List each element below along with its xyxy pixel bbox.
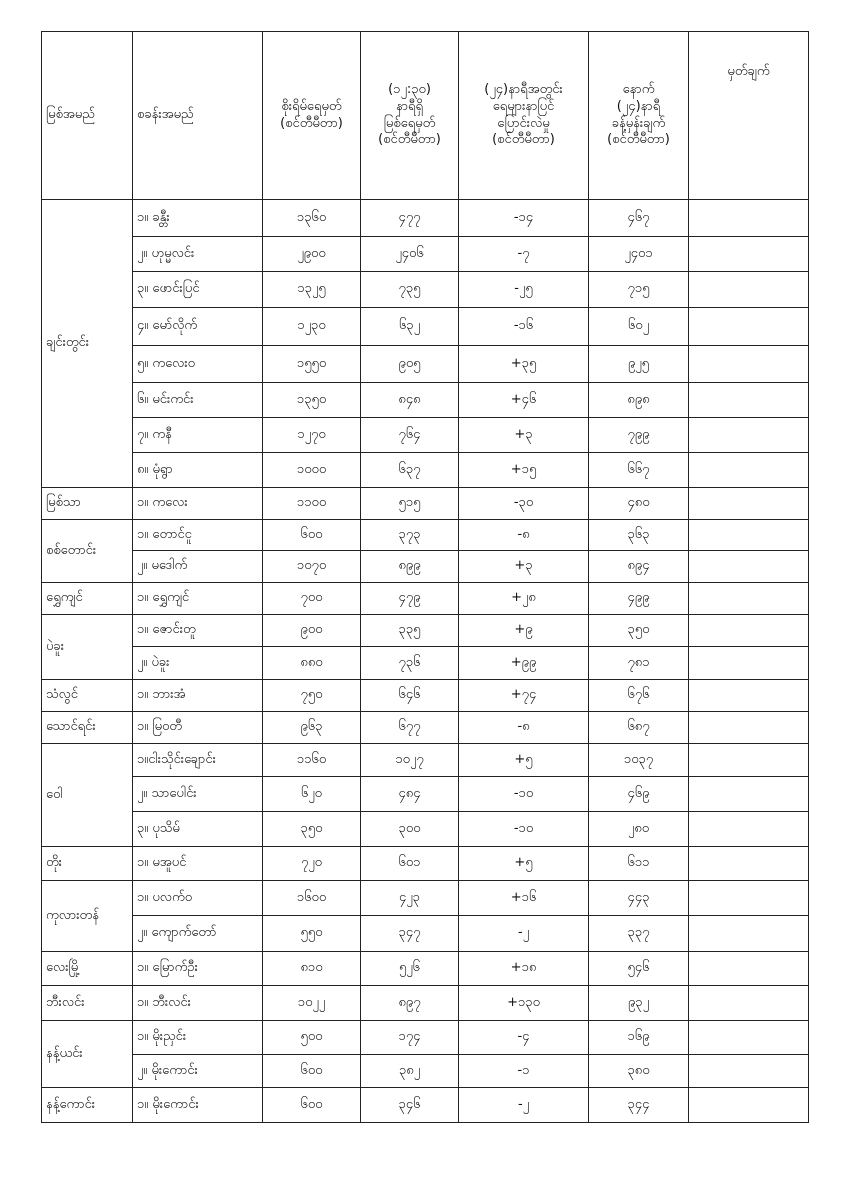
remark-cell [689,346,809,383]
level-change-cell: +၅ [459,847,589,881]
level-change-cell: -၈ [459,520,589,551]
remark-cell [689,583,809,615]
danger-level-cell: ၁၂၇၀ [263,418,361,453]
danger-level-cell: ၃၅၀ [263,812,361,847]
table-body [42,200,809,1123]
station-name-cell: ၃။ ဖောင်းပြင် [133,272,263,308]
header-remark: မှတ်ချက် [689,32,809,200]
header-river-name: မြစ်အမည် [42,32,133,200]
forecast-cell: ၂၄၀၁ [589,237,689,272]
current-level-cell: ၈၉၇ [361,986,459,1021]
remark-cell [689,200,809,237]
level-change-cell: +၁၅ [459,453,589,488]
level-change-cell: +၃ [459,418,589,453]
table-row [42,1055,809,1088]
remark-cell [689,453,809,488]
danger-level-cell: ၁၆၀၀ [263,881,361,916]
danger-level-cell: ၁၀၇၀ [263,551,361,583]
remark-cell [689,308,809,346]
level-change-cell: +၁၈ [459,952,589,986]
remark-cell [689,847,809,881]
station-name-cell: ၆။ မင်းကင်း [133,383,263,418]
current-level-cell: ၇၆၄ [361,418,459,453]
river-name-cell: တိုး [42,847,133,881]
remark-cell [689,777,809,812]
table-row [42,453,809,488]
danger-level-cell: ၁၂၃၀ [263,308,361,346]
river-name-cell: စစ်တောင်း [42,520,133,583]
danger-level-cell: ၁၃၂၅ [263,272,361,308]
header-row [42,32,809,200]
river-name-cell: သောင်ရင်း [42,712,133,744]
table-row [42,383,809,418]
header-current-level: (၁၂:၃၀) နာရီရှိ မြစ်ရေမှတ် (စင်တီမီတာ) [361,32,459,200]
level-change-cell: +၂၈ [459,583,589,615]
forecast-cell: ၆၆၇ [589,453,689,488]
table-row [42,272,809,308]
level-change-cell: -၄ [459,1021,589,1055]
danger-level-cell: ၆၀၀ [263,1088,361,1123]
level-change-cell: +၇၄ [459,680,589,712]
current-level-cell: ၁၇၄ [361,1021,459,1055]
table-row [42,777,809,812]
table-row [42,680,809,712]
current-level-cell: ၈၄၈ [361,383,459,418]
river-name-cell: ဝေါ [42,744,133,847]
danger-level-cell: ၉၀၀ [263,615,361,647]
river-water-level-table [41,31,809,1123]
level-change-cell: -၃၀ [459,488,589,520]
current-level-cell: ၅၁၅ [361,488,459,520]
danger-level-cell: ၆၀၀ [263,520,361,551]
station-name-cell: ၁။ ဘားအံ [133,680,263,712]
station-name-cell: ၄။ မော်လိုက် [133,308,263,346]
level-change-cell: -၂၅ [459,272,589,308]
danger-level-cell: ၂၉၀၀ [263,237,361,272]
station-name-cell: ၁။ မြဝတီ [133,712,263,744]
remark-cell [689,520,809,551]
river-name-cell: ဘီးလင်း [42,986,133,1021]
station-name-cell: ၁။ ဇောင်းတူ [133,615,263,647]
current-level-cell: ၄၈၄ [361,777,459,812]
river-name-cell: ကုလားတန် [42,881,133,952]
remark-cell [689,1055,809,1088]
danger-level-cell: ၁၅၅၀ [263,346,361,383]
danger-level-cell: ၆၀၀ [263,1055,361,1088]
station-name-cell: ၁။ မိုးညှင်း [133,1021,263,1055]
table-row [42,647,809,680]
table-row [42,847,809,881]
remark-cell [689,488,809,520]
station-name-cell: ၅။ ကလေးဝ [133,346,263,383]
station-name-cell: ၂။ ဟုမ္မလင်း [133,237,263,272]
remark-cell [689,418,809,453]
forecast-cell: ၆၀၂ [589,308,689,346]
remark-cell [689,916,809,952]
danger-level-cell: ၁၀၂၂ [263,986,361,1021]
level-change-cell: +၃ [459,551,589,583]
current-level-cell: ၆၇၇ [361,712,459,744]
header-danger-level: စိုးရိမ်ရေမှတ် (စင်တီမီတာ) [263,32,361,200]
forecast-cell: ၃၄၄ [589,1088,689,1123]
danger-level-cell: ၆၂၀ [263,777,361,812]
forecast-cell: ၄၉၉ [589,583,689,615]
header-24h-change: (၂၄)နာရီအတွင်း ရေများနာပြင် ပြောင်းလဲမှု (စင်တီမီတာ) [459,32,589,200]
header-station-name: စခန်းအမည် [133,32,263,200]
forecast-cell: ၉၃၂ [589,986,689,1021]
river-name-cell: နန့်ကောင်း [42,1088,133,1123]
river-name-cell: နန့်ယင်း [42,1021,133,1088]
station-name-cell: ၂။ ပဲခူး [133,647,263,680]
current-level-cell: ၃၄၆ [361,1088,459,1123]
header-24h-forecast: နောက် (၂၄)နာရီ ခန့်မှန်းချက် (စင်တီမီတာ) [589,32,689,200]
forecast-cell: ၃၅၀ [589,615,689,647]
current-level-cell: ၃၃၅ [361,615,459,647]
remark-cell [689,647,809,680]
current-level-cell: ၆၄၆ [361,680,459,712]
current-level-cell: ၆၀၁ [361,847,459,881]
level-change-cell: +၃၅ [459,346,589,383]
level-change-cell: -၂ [459,1088,589,1123]
danger-level-cell: ၇၅၀ [263,680,361,712]
level-change-cell: +၅ [459,744,589,777]
remark-cell [689,881,809,916]
danger-level-cell: ၁၁၀၀ [263,488,361,520]
current-level-cell: ၃၄၇ [361,916,459,952]
table-row [42,200,809,237]
table-row [42,744,809,777]
table-row [42,916,809,952]
current-level-cell: ၆၃၂ [361,308,459,346]
water-level-report [41,31,809,1123]
table-row [42,583,809,615]
station-name-cell: ၁။ ခန္တီး [133,200,263,237]
station-name-cell: ၇။ ကနီ [133,418,263,453]
station-name-cell: ၁။ မြောက်ဦး [133,952,263,986]
forecast-cell: ၁၀၃၇ [589,744,689,777]
forecast-cell: ၄၆၇ [589,200,689,237]
river-name-cell: မြစ်သာ [42,488,133,520]
level-change-cell: -၈ [459,712,589,744]
level-change-cell: -၁၀ [459,777,589,812]
current-level-cell: ၅၂၆ [361,952,459,986]
table-row [42,1088,809,1123]
remark-cell [689,383,809,418]
current-level-cell: ၁၀၂၇ [361,744,459,777]
danger-level-cell: ၉၆၃ [263,712,361,744]
forecast-cell: ၈၉၈ [589,383,689,418]
forecast-cell: ၃၆၃ [589,520,689,551]
forecast-cell: ၄၄၃ [589,881,689,916]
current-level-cell: ၄၇၉ [361,583,459,615]
table-row [42,551,809,583]
river-name-cell: ရွှေကျင် [42,583,133,615]
river-name-cell: ပဲခူး [42,615,133,680]
forecast-cell: ၅၄၆ [589,952,689,986]
station-name-cell: ၁။ မအူပင် [133,847,263,881]
level-change-cell: +၄၆ [459,383,589,418]
remark-cell [689,680,809,712]
danger-level-cell: ၇၀၀ [263,583,361,615]
remark-cell [689,744,809,777]
table-row [42,488,809,520]
table-row [42,615,809,647]
current-level-cell: ၉၀၅ [361,346,459,383]
current-level-cell: ၂၄၀၆ [361,237,459,272]
danger-level-cell: ၁၃၆၀ [263,200,361,237]
current-level-cell: ၃၈၂ [361,1055,459,1088]
table-row [42,1021,809,1055]
level-change-cell: -၁၄ [459,200,589,237]
remark-cell [689,615,809,647]
river-name-cell: လေးမြို့ [42,952,133,986]
level-change-cell: -၂ [459,916,589,952]
remark-cell [689,237,809,272]
danger-level-cell: ၈၈၀ [263,647,361,680]
remark-cell [689,1021,809,1055]
station-name-cell: ၁။ တောင်ငူ [133,520,263,551]
station-name-cell: ၁။ငါးသိုင်းချောင်း [133,744,263,777]
forecast-cell: ၉၂၅ [589,346,689,383]
forecast-cell: ၆၇၆ [589,680,689,712]
remark-cell [689,812,809,847]
table-row [42,237,809,272]
level-change-cell: -၁ [459,1055,589,1088]
remark-cell [689,986,809,1021]
table-row [42,881,809,916]
station-name-cell: ၃။ ပုသိမ် [133,812,263,847]
danger-level-cell: ၁၃၅၀ [263,383,361,418]
level-change-cell: -၇ [459,237,589,272]
forecast-cell: ၇၉၉ [589,418,689,453]
danger-level-cell: ၅၀၀ [263,1021,361,1055]
station-name-cell: ၁။ ကလေး [133,488,263,520]
station-name-cell: ၂။ သာပေါင်း [133,777,263,812]
forecast-cell: ၆၈၇ [589,712,689,744]
station-name-cell: ၂။ မဒေါက် [133,551,263,583]
table-row [42,346,809,383]
remark-cell [689,952,809,986]
forecast-cell: ၇၁၅ [589,272,689,308]
table-row [42,712,809,744]
danger-level-cell: ၁၁၆၀ [263,744,361,777]
current-level-cell: ၆၃၇ [361,453,459,488]
river-name-cell: သံလွင် [42,680,133,712]
danger-level-cell: ၅၅၀ [263,916,361,952]
forecast-cell: ၁၆၉ [589,1021,689,1055]
current-level-cell: ၃၀၀ [361,812,459,847]
forecast-cell: ၃၃၇ [589,916,689,952]
level-change-cell: -၁၆ [459,308,589,346]
table-row [42,812,809,847]
table-row [42,986,809,1021]
level-change-cell: -၁၀ [459,812,589,847]
station-name-cell: ၈။ မုံရွာ [133,453,263,488]
station-name-cell: ၁။ ရွှေကျင် [133,583,263,615]
level-change-cell: +၁၃၀ [459,986,589,1021]
forecast-cell: ၄၆၉ [589,777,689,812]
remark-cell [689,712,809,744]
current-level-cell: ၄၂၃ [361,881,459,916]
forecast-cell: ၂၈၀ [589,812,689,847]
danger-level-cell: ၈၁၀ [263,952,361,986]
table-row [42,418,809,453]
forecast-cell: ၆၁၁ [589,847,689,881]
remark-cell [689,551,809,583]
table-row [42,952,809,986]
level-change-cell: +၁၆ [459,881,589,916]
current-level-cell: ၇၃၅ [361,272,459,308]
current-level-cell: ၈၉၉ [361,551,459,583]
station-name-cell: ၁။ ဘီးလင်း [133,986,263,1021]
forecast-cell: ၇၈၁ [589,647,689,680]
table-row [42,308,809,346]
forecast-cell: ၈၉၄ [589,551,689,583]
station-name-cell: ၁။ မိုးကောင်း [133,1088,263,1123]
current-level-cell: ၃၇၃ [361,520,459,551]
river-name-cell: ချင်းတွင်း [42,200,133,488]
remark-cell [689,272,809,308]
current-level-cell: ၇၃၆ [361,647,459,680]
current-level-cell: ၄၇၇ [361,200,459,237]
station-name-cell: ၁။ ပလက်ဝ [133,881,263,916]
station-name-cell: ၂။ ကျောက်တော် [133,916,263,952]
table-row [42,520,809,551]
forecast-cell: ၃၈၀ [589,1055,689,1088]
level-change-cell: +၉၉ [459,647,589,680]
level-change-cell: +၉ [459,615,589,647]
danger-level-cell: ၇၂၀ [263,847,361,881]
remark-cell [689,1088,809,1123]
danger-level-cell: ၁၀၀၀ [263,453,361,488]
station-name-cell: ၂။ မိုးကောင်း [133,1055,263,1088]
forecast-cell: ၄၈၀ [589,488,689,520]
